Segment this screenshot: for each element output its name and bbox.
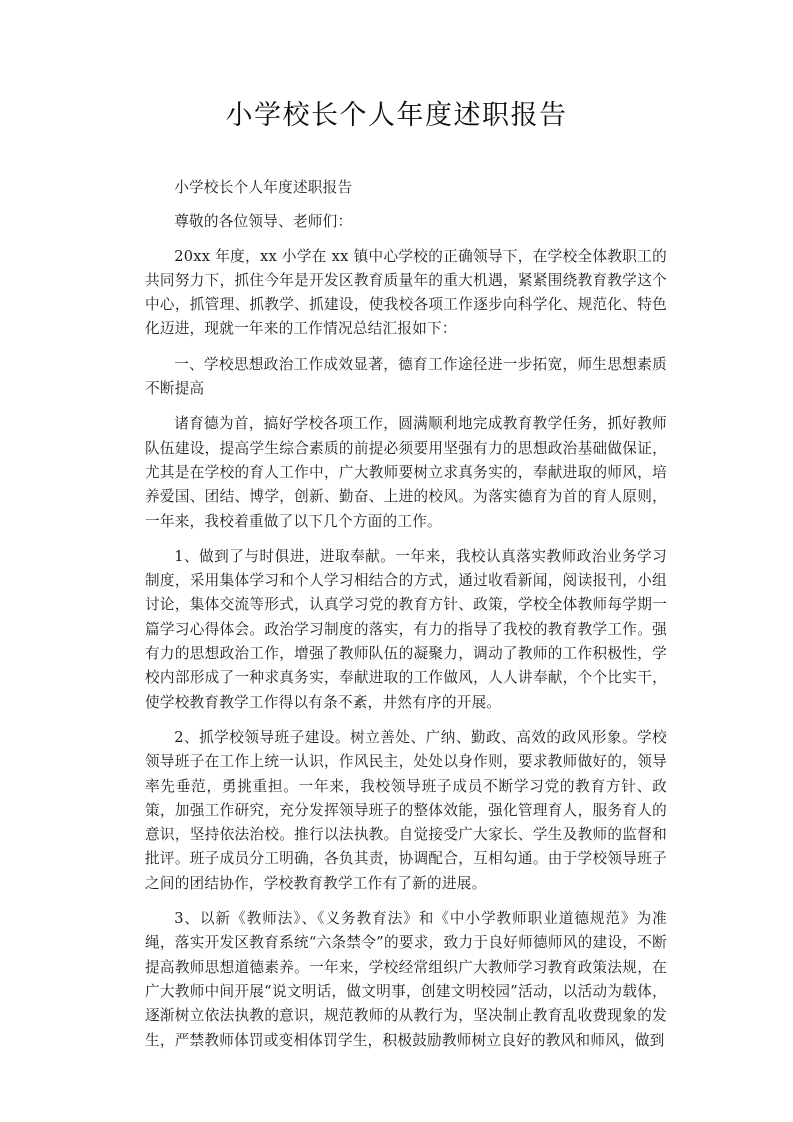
paragraph-heading-repeat: 小学校长个人年度述职报告 bbox=[174, 179, 353, 196]
paragraph-salutation: 尊敬的各位领导、老师们： bbox=[174, 213, 353, 231]
paragraph-section-one-body: 诸育德为首，搞好学校各项工作，圆满顺利地完成教育教学任务，抓好教师队伍建设，提高学生综合素质的前提必须要用坚强有力的思想政治基础做保证，尤其是在学校的育人工作中，广大教师要树立求真务实的，奉献进取的师风，培养爱国、团结、博学，创新、勤奋、上进的校风。为落实德育为首的育人原则，一年来，我校着重做了以下几个方面的工作。 bbox=[145, 415, 667, 530]
paragraph-item-1: 1、做到了与时俱进，进取奉献。一年来，我校认真落实教师政治业务学习制度，采用集体学习和个人学习相结合的方式，通过收看新闻，阅读报刊，小组讨论，集体交流等形式，认真学习党的教育方针、政策，学校全体教师每学期一篇学习心得体会。政治学习制度的落实，有力的指导了我校的教育教学工作。强有力的思想政治工作，增强了教师队伍的凝聚力，调动了教师的工作积极性，学校内部形成了一种求真务实，奉献进取的工作做风，人人讲奉献，个个比实干，使学校教育教学工作得以有条不紊，井然有序的开展。 bbox=[145, 547, 667, 711]
paragraph-item-2: 2、抓学校领导班子建设。树立善处、广纳、勤政、高效的政风形象。学校领导班子在工作上统一认识，作风民主，处处以身作则，要求教师做好的，领导率先垂范，勇挑重担。一年来，我校领导班子成员不断学习党的教育方针、政策，加强工作研究，充分发挥领导班子的整体效能，强化管理育人，服务育人的意识，坚持依法治校。推行以法执教。自觉接受广大家长、学生及教师的监督和批评。班子成员分工明确，各负其责，协调配合，互相勾通。由于学校领导班子之间的团结协作，学校教育教学工作有了新的进展。 bbox=[145, 728, 667, 892]
page-title: 小学校长个人年度述职报告 bbox=[225, 100, 568, 131]
document-body bbox=[145, 176, 667, 1064]
paragraph-intro: 20xx 年度，xx 小学在 xx 镇中心学校的正确领导下，在学校全体教职工的共同努力下，抓住今年是开发区教育质量年的重大机遇，紧紧围绕教育教学这个中心，抓管理、抓教学、抓建设，使我校各项工作逐步向科学化、规范化、特色化迈进，现就一年来的工作情况总结汇报如下： bbox=[145, 247, 667, 338]
paragraph-section-one-heading: 一、学校思想政治工作成效显著，德育工作途径进一步拓宽，师生思想素质不断提高 bbox=[145, 355, 667, 398]
paragraph-item-3: 3、以新《教师法》、《义务教育法》和《中小学教师职业道德规范》为准绳，落实开发区教育系统“六条禁令”的要求，致力于良好师德师风的建设，不断提高教师思想道德素养。一年来，学校经常组织广大教师学习教育政策法规，在广大教师中间开展“说文明话，做文明事，创建文明校园”活动，以活动为载体，逐渐树立依法执教的意识，规范教师的从教行为，坚决制止教育乱收费现象的发生，严禁教师体罚或变相体罚学生，积极鼓励教师树立良好的教风和师风，做到 bbox=[145, 910, 667, 1049]
